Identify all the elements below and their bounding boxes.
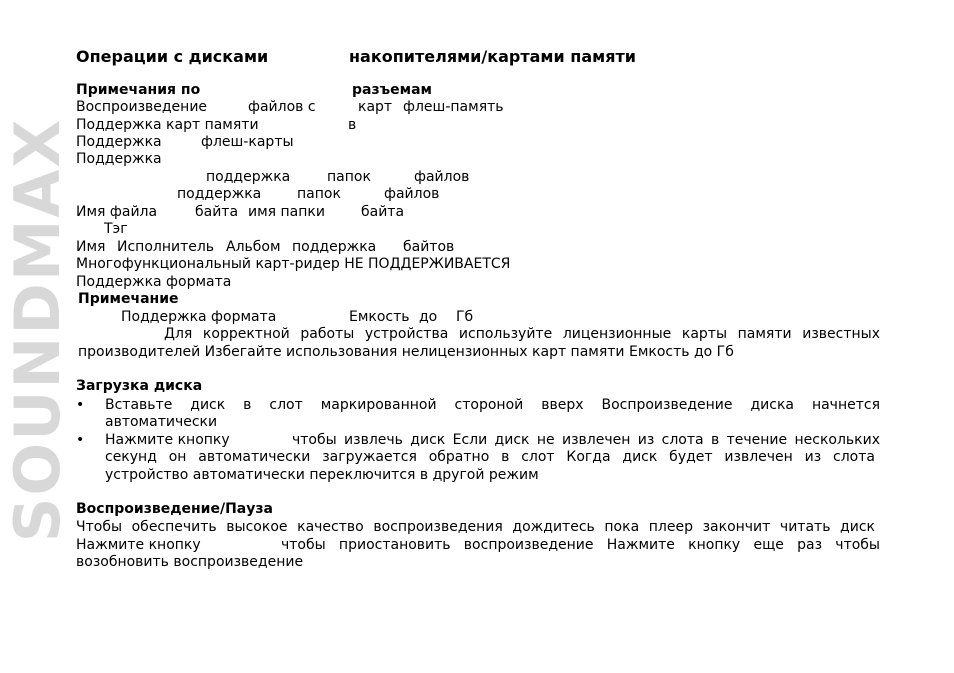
notes-line-6a: поддержка [177,186,262,202]
load-bullet-2-line-2: секунд он автоматически загружается обратно в слот Когда диск будет извлечен из слота [105,449,875,465]
notes-line-4: Поддержка [76,151,162,167]
load-bullet-2-line-3: устройство автоматически переключится в другой режим [105,467,539,483]
notes-line-7d: байта [361,204,405,220]
load-heading: Загрузка диска [76,378,203,394]
brand-logo-text: SOUNDMAX [1,117,74,543]
notes-line-10: Многофункциональный карт-ридер НЕ ПОДДЕРЖИВАЕТСЯ [76,256,511,272]
notes-line-2a: Поддержка карт памяти [76,117,259,133]
load-bullet-2-line-1a: Нажмите кнопку [105,432,230,448]
load-bullet-1-line-2: автоматически [105,414,218,430]
notes-line-7c: имя папки [248,204,325,220]
notes-line-7a: Имя файла [76,204,158,220]
notes-line-5b: папок [327,169,371,185]
play-line-3: возобновить воспроизведение [76,554,304,570]
notes-line-9a: Имя [76,239,106,255]
notes-line-3a: Поддержка [76,134,162,150]
notes-line-9d: поддержка [292,239,377,255]
notes-line-7b: байта [195,204,239,220]
notes-line-1b: файлов с [248,99,316,115]
notes-line-1c: карт [358,99,393,115]
play-heading: Воспроизведение/Пауза [76,501,273,517]
remark-line-1d: Гб [456,309,474,325]
notes-line-3b: флеш-карты [201,134,294,150]
notes-line-8: Тэг [104,221,128,237]
bullet-1: • [76,397,85,413]
notes-line-1a: Воспроизведение [76,99,208,115]
remark-line-1a: Поддержка формата [121,309,277,325]
notes-line-9b: Исполнитель [117,239,215,255]
remark-line-1c: до [419,309,438,325]
notes-line-9e: байтов [403,239,455,255]
notes-heading-left: Примечания по [76,82,201,98]
bullet-2: • [76,432,85,448]
play-line-2a: Нажмите кнопку [76,537,201,553]
remark-paragraph-line-1: Для корректной работы устройства используйте лицензионные карты памяти известных [164,326,880,342]
remark-line-1b: Емкость [349,309,410,325]
brand-watermark [1,52,74,608]
remark-heading: Примечание [78,291,179,307]
notes-line-11: Поддержка формата [76,274,232,290]
notes-line-1d: флеш-память [403,99,504,115]
notes-line-2b: в [348,117,357,133]
notes-line-5c: файлов [414,169,470,185]
play-line-1: Чтобы обеспечить высокое качество воспроизведения дождитесь пока плеер закончит читать диск [76,519,875,535]
page-title-right: накопителями/картами памяти [349,47,636,66]
play-line-2b: чтобы приостановить воспроизведение Нажмите кнопку еще раз чтобы [281,537,880,553]
notes-line-6c: файлов [384,186,440,202]
notes-line-9c: Альбом [226,239,281,255]
page-title-left: Операции с дисками [76,47,269,66]
load-bullet-1-line-1: Вставьте диск в слот маркированной стороной вверх Воспроизведение диска начнется [105,397,880,413]
remark-paragraph-line-2: производителей Избегайте использования нелицензионных карт памяти Емкость до Гб [78,344,734,360]
notes-line-5a: поддержка [206,169,291,185]
notes-line-6b: папок [297,186,341,202]
load-bullet-2-line-1b: чтобы извлечь диск Если диск не извлечен из слота в течение нескольких [292,432,880,448]
notes-heading-right: разъемам [352,82,432,98]
